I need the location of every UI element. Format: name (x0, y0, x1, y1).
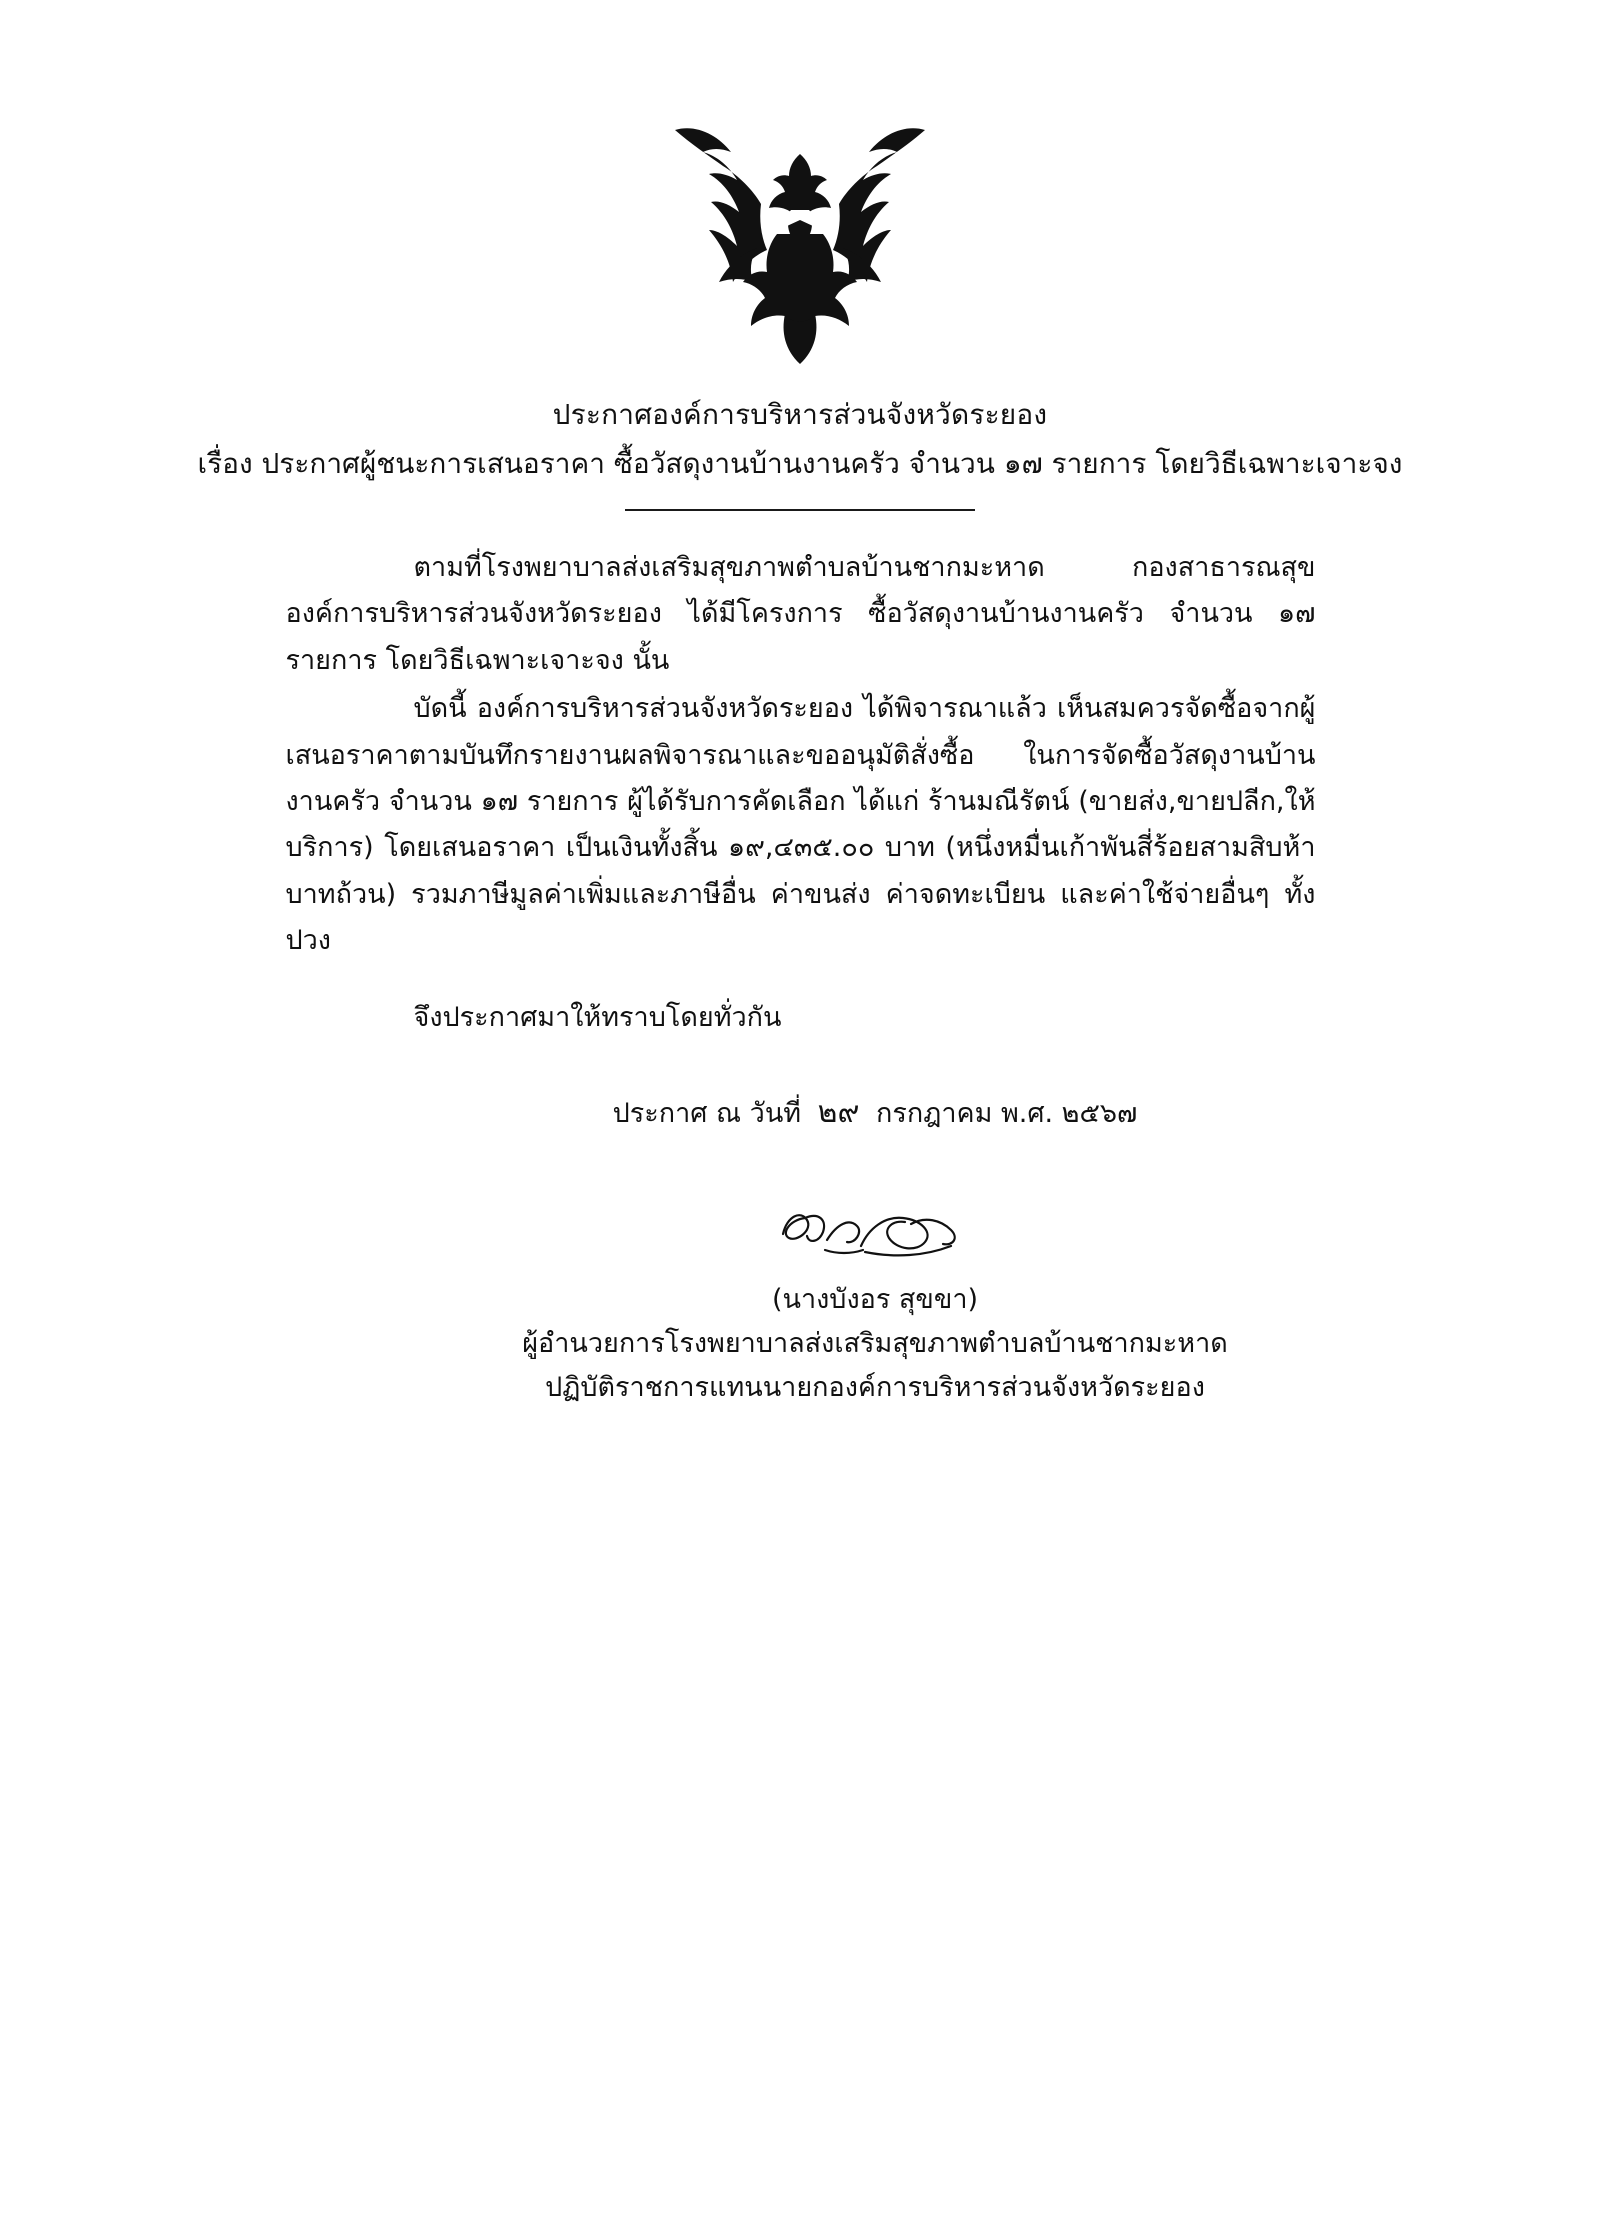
garuda-emblem (665, 118, 935, 368)
announcement-title: ประกาศองค์การบริหารส่วนจังหวัดระยอง (552, 398, 1048, 431)
divider-rule (625, 509, 975, 511)
paragraph-notice: จึงประกาศมาให้ทราบโดยทั่วกัน (413, 1001, 782, 1033)
signer-name: (นางบังอร สุขขา) (771, 1284, 979, 1316)
paragraph-award: บัดนี้ องค์การบริหารส่วนจังหวัดระยอง ได้พิจารณาแล้ว เห็นสมควรจัดซื้อจากผู้เสนอราคาตามบันทึกรายงานผลพิจารณาและขออนุมัติสั่งซื้อ ในการจัดซื้อวัสดุงานบ้านงานครัว จำนวน ๑๗ รายการ ผู้ได้รับการคัดเลือก ได้แก่ ร้านมณีรัตน์ (ขายส่ง,ขายปลีก,ให้บริการ) โดยเสนอราคา เป็นเงินทั้งสิ้น ๑๙,๔๓๕.๐๐ บาท (หนึ่งหมื่นเก้าพันสี่ร้อยสามสิบห้าบาทถ้วน) รวมภาษีมูลค่าเพิ่มและภาษีอื่น ค่าขนส่ง ค่าจดทะเบียน และค่าใช้จ่ายอื่นๆ ทั้งปวง (285, 693, 1316, 957)
date-month: กรกฎาคม (876, 1098, 993, 1130)
signer-role-line2: ปฏิบัติราชการแทนนายกองค์การบริหารส่วนจังหวัดระยอง (545, 1371, 1205, 1403)
date-line (285, 1089, 1315, 1136)
emblem-container (0, 0, 1600, 368)
announcement-subject: เรื่อง ประกาศผู้ชนะการเสนอราคา ซื้อวัสดุงานบ้านงานครัว จำนวน ๑๗ รายการ โดยวิธีเฉพาะเจาะจง (197, 447, 1403, 480)
signature-block (285, 1188, 1315, 1409)
signature-mark (435, 1188, 1315, 1274)
heading-block (0, 394, 1600, 511)
handwritten-signature-icon (765, 1194, 985, 1274)
date-day: ๒๙ (817, 1095, 860, 1131)
date-prefix: ประกาศ ณ วันที่ (612, 1098, 802, 1130)
paragraph-background: ตามที่โรงพยาบาลส่งเสริมสุขภาพตำบลบ้านชากมะหาด กองสาธารณสุข องค์การบริหารส่วนจังหวัดระยอง ได้มีโครงการ ซื้อวัสดุงานบ้านงานครัว จำนวน ๑๗ รายการ โดยวิธีเฉพาะเจาะจง นั้น (285, 551, 1316, 676)
document-content (285, 545, 1316, 1041)
signer-role-line1: ผู้อำนวยการโรงพยาบาลส่งเสริมสุขภาพตำบลบ้านชากมะหาด (522, 1327, 1228, 1359)
date-year: พ.ศ. ๒๕๖๗ (1000, 1098, 1138, 1130)
